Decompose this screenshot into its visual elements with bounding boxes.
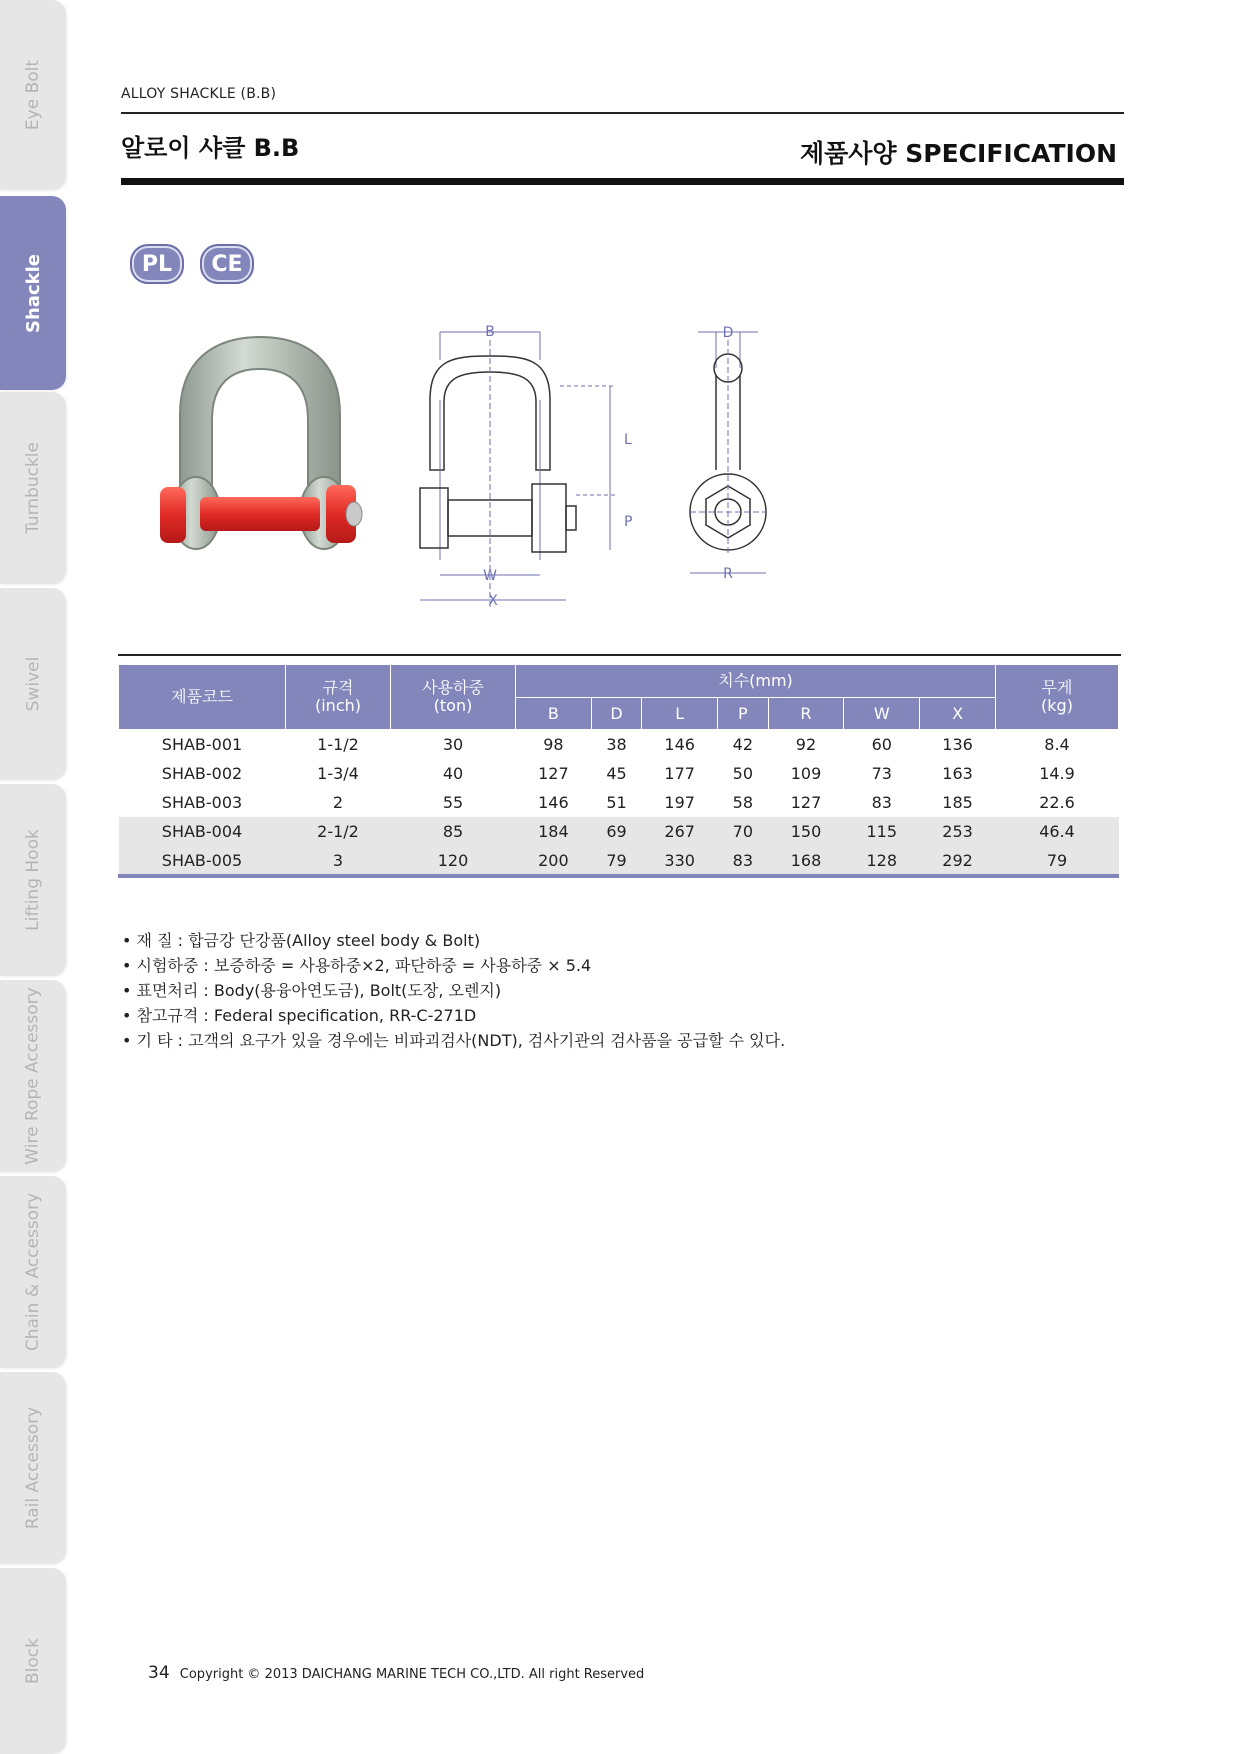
note-other: • 기 타 : 고객의 요구가 있을 경우에는 비파괴검사(NDT), 검사기관의 검사품을 공급할 수 있다. [122,1031,786,1050]
badge-label: CE [211,251,243,277]
tab-turnbuckle[interactable] [0,392,66,584]
spec-heading: 제품사양 SPECIFICATION [799,139,1117,168]
table-row [119,759,1119,788]
cell-dim-x: 163 [942,764,973,783]
cell-weight: 8.4 [1044,735,1070,754]
note-standard: • 참고규격 : Federal specification, RR-C-271D [122,1006,477,1025]
cell-dim-b: 146 [538,793,569,812]
col-dim-x: X [920,698,996,730]
tab-label: Chain & Accessory [23,1192,43,1352]
note-material: • 재 질 : 합금강 단강품(Alloy steel body & Bolt) [122,931,481,950]
cell-size: 1-1/2 [317,735,359,754]
col-dim-b: B [516,698,592,730]
cell-weight: 22.6 [1039,793,1075,812]
tab-label: Wire Rope Accessory [23,987,44,1165]
cell-size: 2 [332,793,344,812]
cell-code: SHAB-005 [119,846,286,875]
cell-dim-p: 42 [732,735,754,754]
page-subtitle: ALLOY SHACKLE (B.B) [121,86,277,102]
cell-wll: 30 [442,735,464,754]
cell-dim-d: 38 [606,735,627,754]
pl-badge-icon [130,244,184,284]
dim-label-d: D [722,325,734,341]
cell-size: 2-1/2 [286,817,391,846]
cell-dim-x: 136 [942,735,973,754]
tab-block[interactable] [0,1568,66,1754]
cell-code: SHAB-004 [119,817,286,846]
page-footer [148,1663,644,1683]
col-dim-l: L [642,698,718,730]
tab-chain-accessory[interactable] [0,1176,66,1368]
tab-label: Block [22,1638,43,1684]
cell-dim-w: 128 [844,846,920,875]
cell-dim-d: 45 [606,764,627,783]
col-weight: 무게 (kg) [996,665,1119,730]
cell-dim-b: 184 [516,817,592,846]
cell-dim-b: 127 [538,764,569,783]
dim-label-r: R [723,566,733,582]
cell-dim-l: 267 [642,817,718,846]
col-dim-d: D [591,698,642,730]
category-sidebar [0,0,66,1754]
tab-label: Rail Accessory [23,1406,44,1530]
cell-dim-x: 185 [942,793,973,812]
cell-dim-p: 58 [732,793,754,812]
page-number: 34 [148,1663,170,1683]
col-code: 제품코드 [119,665,286,730]
dim-label-w: W [483,568,497,584]
note-surface: • 표면처리 : Body(용융아연도금), Bolt(도장, 오렌지) [122,981,502,1000]
cell-dim-p: 83 [718,846,769,875]
table-row [119,730,1119,760]
cell-wll: 120 [391,846,516,875]
tab-label: Shackle [22,253,44,333]
cell-dim-r: 127 [790,793,822,812]
table-row [119,846,1119,875]
cell-dim-d: 69 [591,817,642,846]
cell-dim-l: 146 [664,735,695,754]
cell-weight: 79 [996,846,1119,875]
cell-wll: 40 [442,764,464,783]
cell-dim-p: 50 [732,764,754,783]
dim-label-b: B [485,324,495,340]
tab-rail-accessory[interactable] [0,1372,66,1564]
tab-lifting-hook[interactable] [0,784,66,976]
cell-dim-p: 70 [718,817,769,846]
table-row [119,817,1119,846]
cell-weight: 14.9 [1039,764,1075,783]
shackle-photo [140,325,370,565]
tab-label: Swivel [22,656,43,712]
cell-dim-r: 109 [790,764,822,783]
cell-dim-l: 197 [664,793,695,812]
divider [121,112,1124,114]
tab-label: Eye Bolt [23,59,43,131]
copyright: Copyright © 2013 DAICHANG MARINE TECH CO.,LTD. All right Reserved [179,1667,645,1682]
cell-size: 1-3/4 [317,764,359,783]
cell-dim-x: 292 [920,846,996,875]
table-row [119,788,1119,817]
table-bottom-rule [118,874,1119,878]
cell-dim-r: 92 [795,735,817,754]
dim-label-p: P [624,514,633,530]
divider [121,178,1124,185]
tab-shackle[interactable] [0,196,66,390]
spec-table [118,664,1119,875]
cell-weight: 46.4 [996,817,1119,846]
badge-label: PL [141,251,173,277]
dim-label-l: L [624,432,632,448]
front-view-diagram [410,320,650,620]
cell-dim-b: 200 [516,846,592,875]
cell-dim-w: 73 [871,764,892,783]
col-dim-p: P [718,698,769,730]
cell-size: 3 [286,846,391,875]
cell-dim-w: 60 [871,735,892,754]
tab-swivel[interactable] [0,588,66,780]
cell-dim-d: 51 [606,793,627,812]
col-wll: 사용하중 (ton) [391,665,516,730]
cell-dim-d: 79 [591,846,642,875]
cell-dim-w: 83 [871,793,892,812]
cell-dim-x: 253 [920,817,996,846]
tab-wire-rope-accessory[interactable] [0,980,66,1172]
cell-wll: 55 [442,793,464,812]
spec-notes [122,928,785,1053]
tab-label: Turnbuckle [23,442,44,534]
col-dim-r: R [768,698,844,730]
divider [118,654,1121,656]
tab-eye-bolt[interactable] [0,0,66,190]
page-title: 알로이 샤클 B.B [121,134,300,162]
dim-label-x: X [488,593,498,609]
col-dim: 치수(mm) [516,665,996,698]
col-size: 규격 (inch) [286,665,391,730]
cell-dim-l: 177 [664,764,695,783]
cell-code: SHAB-003 [161,793,243,812]
cell-dim-l: 330 [642,846,718,875]
tab-label: Lifting Hook [23,829,44,931]
col-dim-w: W [844,698,920,730]
cell-wll: 85 [391,817,516,846]
ce-badge-icon [200,244,254,284]
cell-code: SHAB-002 [161,764,243,783]
note-test-load: • 시험하중 : 보증하중 = 사용하중×2, 파단하중 = 사용하중 × 5.4 [122,956,592,975]
cell-code: SHAB-001 [161,735,243,754]
side-view-diagram [678,320,788,600]
cell-dim-w: 115 [844,817,920,846]
cell-dim-b: 98 [543,735,564,754]
cell-dim-r: 168 [768,846,844,875]
cell-dim-r: 150 [768,817,844,846]
